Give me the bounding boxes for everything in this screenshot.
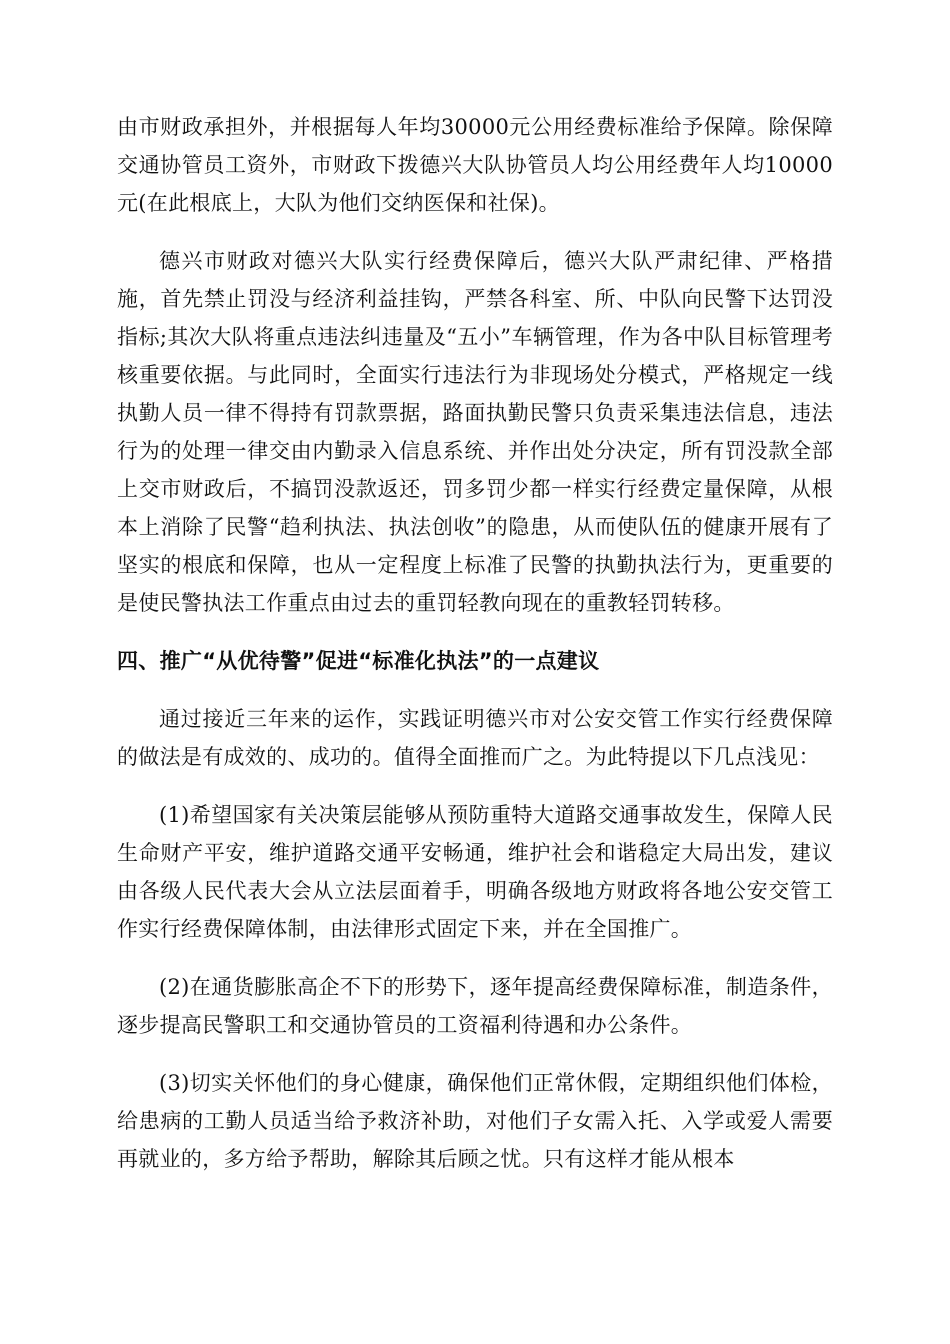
paragraph-recommendation-3: (3)切实关怀他们的身心健康，确保他们正常休假，定期组织他们体检，给患病的工勤人员适当给予救济补助，对他们子女需入托、入学或爱人需要再就业的，多方给予帮助，解除其后顾之忧。只有这样才能从根本 — [117, 1071, 833, 1171]
section-heading-recommendations: 四、推广“从优待警”促进“标准化执法”的一点建议 — [117, 649, 600, 673]
document-body — [117, 108, 833, 1198]
paragraph-funding-standard: 由市财政承担外，并根据每人年均30000元公用经费标准给予保障。除保障交通协管员工资外，市财政下拨德兴大队协管员人均公用经费年人均10000元(在此根底上，大队为他们交纳医保和社保)。 — [117, 115, 833, 215]
paragraph-recommendations-intro: 通过接近三年来的运作，实践证明德兴市对公安交管工作实行经费保障的做法是有成效的、成功的。值得全面推而广之。为此特提以下几点浅见： — [117, 707, 833, 769]
paragraph-recommendation-2: (2)在通货膨胀高企不下的形势下，逐年提高经费保障标准，制造条件，逐步提高民警职工和交通协管员的工资福利待遇和办公条件。 — [117, 975, 833, 1037]
paragraph-enforcement-measures: 德兴市财政对德兴大队实行经费保障后，德兴大队严肃纪律、严格措施，首先禁止罚没与经济利益挂钩，严禁各科室、所、中队向民警下达罚没指标;其次大队将重点违法纠违量及“五小”车辆管理，作为各中队目标管理考核重要依据。与此同时，全面实行违法行为非现场处分模式，严格规定一线执勤人员一律不得持有罚款票据，路面执勤民警只负责采集违法信息，违法行为的处理一律交由内勤录入信息系统、并作出处分决定，所有罚没款全部上交市财政后，不搞罚没款返还，罚多罚少都一样实行经费定量保障，从根本上消除了民警“趋利执法、执法创收”的隐患，从而使队伍的健康开展有了坚实的根底和保障，也从一定程度上标准了民警的执勤执法行为，更重要的是使民警执法工作重点由过去的重罚轻教向现在的重教轻罚转移。 — [117, 249, 833, 615]
paragraph-recommendation-1: (1)希望国家有关决策层能够从预防重特大道路交通事故发生，保障人民生命财产平安，维护道路交通平安畅通，维护社会和谐稳定大局出发，建议由各级人民代表大会从立法层面着手，明确各级地方财政将各地公安交管工作实行经费保障体制，由法律形式固定下来，并在全国推广。 — [117, 803, 833, 941]
